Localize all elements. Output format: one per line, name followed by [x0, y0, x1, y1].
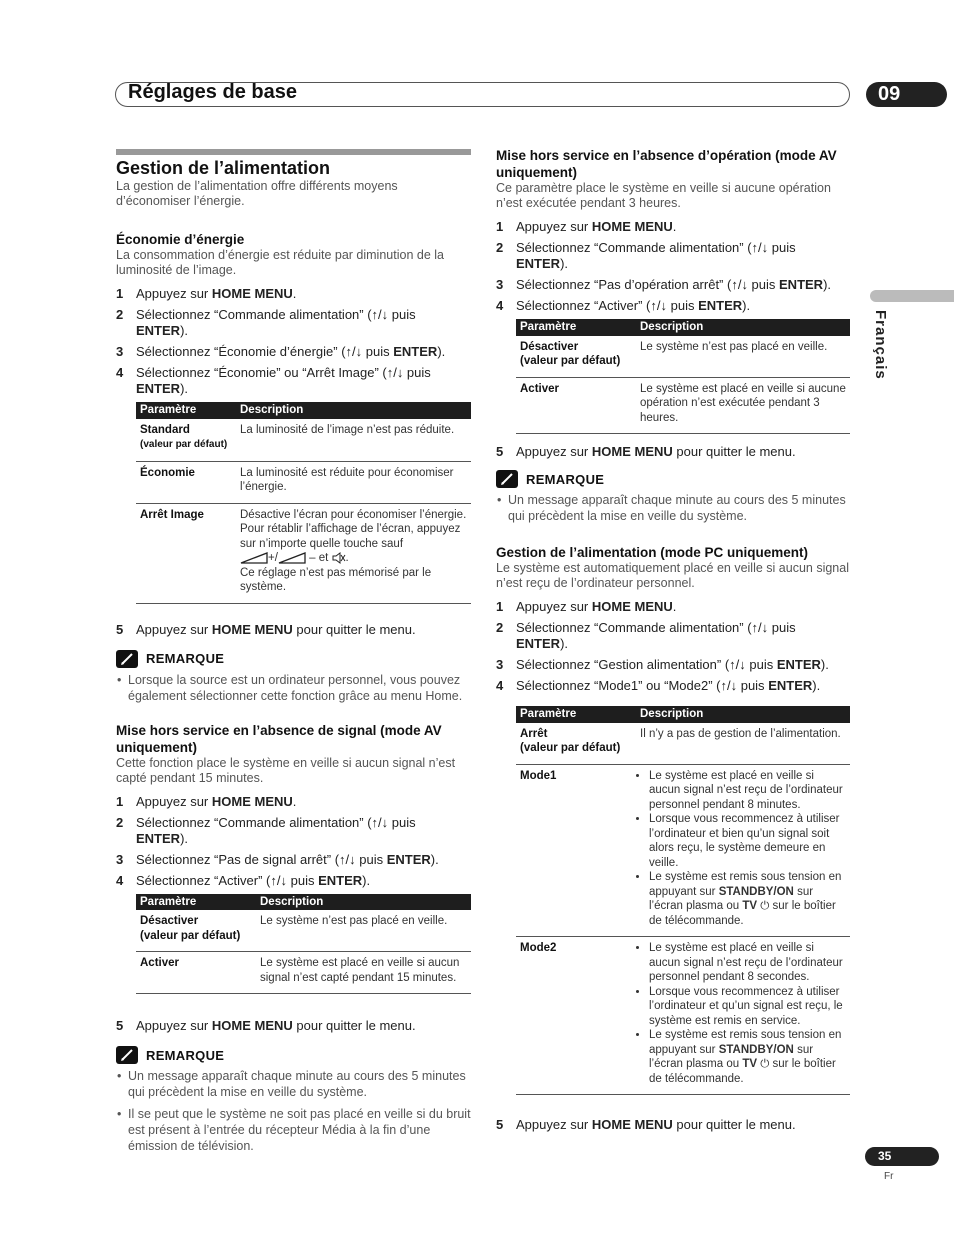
- section-intro: La gestion de l’alimentation offre différents moyens d’économiser l’énergie.: [116, 179, 398, 208]
- table-row: Mode2 • Le système est placé en veille si aucun signal n’est reçu de l’ordinateur personnel pendant 8 secondes. • Lorsque vous recommencez à utiliser l’ordinateur et qu’un signal est reçu, le système est remis en service. • Le système est remis sous tension en appuyant sur STANDBY/ON sur l’écran plasma ou TV ⏻ sur le boîtier de télécommande.: [516, 937, 850, 1095]
- op-step-3: 3 Sélectionnez “Pas d’opération arrêt” (↑/↓ puis ENTER).: [496, 277, 832, 292]
- op-step-5: 5 Appuyez sur HOME MENU pour quitter le menu.: [496, 444, 796, 459]
- power-icon: ⏻: [760, 1058, 770, 1070]
- signal-step-5: 5 Appuyez sur HOME MENU pour quitter le menu.: [116, 1018, 416, 1033]
- right-column: [496, 147, 850, 1138]
- page-lang: Fr: [884, 1171, 894, 1182]
- signal-lead: Cette fonction place le système en veille si aucun signal n’est capté pendant 15 minutes.: [116, 755, 456, 785]
- note-item: • Un message apparaît chaque minute au cours des 5 minutes qui précèdent la mise en veille du système.: [496, 492, 850, 524]
- left-column: [116, 149, 471, 1160]
- pc-title: Gestion de l’alimentation (mode PC uniquement): [496, 545, 809, 560]
- eco-title: Économie d’énergie: [116, 232, 245, 247]
- op-table: Paramètre Description Désactiver (valeur par défaut) Le système n’est pas placé en veille. Activer Le système est placé en veille si aucune opération n’est exécutée pendant 3 heures.: [516, 319, 850, 434]
- pc-step-5: 5 Appuyez sur HOME MENU pour quitter le menu.: [496, 1117, 796, 1132]
- pencil-icon: [496, 470, 518, 488]
- table-row: Activer Le système est placé en veille si aucun signal n’est capté pendant 15 minutes.: [136, 952, 471, 994]
- signal-step-4: 4 Sélectionnez “Activer” (↑/↓ puis ENTER).: [116, 872, 371, 888]
- page-title: Réglages de base: [128, 81, 297, 103]
- signal-step-3: 3 Sélectionnez “Pas de signal arrêt” (↑/↓ puis ENTER).: [116, 851, 439, 867]
- eco-table: Paramètre Description Standard (valeur par défaut) La luminosité de l’image n’est pas réduite. Économie La luminosité est réduite pour économiser l’énergie. Arrêt Image Désactive l’écran pour économiser l’énergie. Pour rétablir l’affichage de l’écran, appuyez sur n’importe quelle touche sauf +/ – et . Ce réglage n’est pas mémorisé par le système.: [136, 402, 471, 604]
- chapter-badge: 09: [866, 82, 947, 107]
- volume-icon: [240, 552, 268, 564]
- language-label: Français: [872, 310, 889, 380]
- table-row: Désactiver (valeur par défaut) Le système n’est pas placé en veille.: [516, 336, 850, 378]
- op-step-2: 2 Sélectionnez “Commande alimentation” (↑/↓ puis ENTER).: [496, 240, 796, 271]
- eco-step-1: 1 Appuyez sur HOME MENU.: [116, 286, 297, 301]
- section-bar: [116, 149, 471, 155]
- eco-step-3: 3 Sélectionnez “Économie d’énergie” (↑/↓ puis ENTER).: [116, 344, 446, 359]
- signal-title: Mise hors service en l’absence de signal (mode AV uniquement): [116, 722, 442, 755]
- section-title: Gestion de l’alimentation: [116, 158, 331, 178]
- table-row: Standard (valeur par défaut) La luminosité de l’image n’est pas réduite.: [136, 419, 471, 462]
- table-row: Arrêt (valeur par défaut) Il n’y a pas de gestion de l’alimentation.: [516, 723, 850, 765]
- table-row: Désactiver (valeur par défaut) Le système n’est pas placé en veille.: [136, 910, 471, 952]
- pc-step-2: 2 Sélectionnez “Commande alimentation” (↑/↓ puis ENTER).: [496, 620, 796, 651]
- op-step-4: 4 Sélectionnez “Activer” (↑/↓ puis ENTER).: [496, 298, 751, 313]
- eco-lead: La consommation d’énergie est réduite par diminution de la luminosité de l’image.: [116, 248, 444, 277]
- op-title: Mise hors service en l’absence d’opération (mode AV uniquement): [496, 148, 837, 180]
- volume-icon: [278, 552, 306, 564]
- op-lead: Ce paramètre place le système en veille si aucune opération n’est exécutée pendant 3 heures.: [496, 181, 831, 210]
- pencil-icon: [116, 1046, 138, 1064]
- table-row: Activer Le système est placé en veille si aucune opération n’est exécutée pendant 3 heures.: [516, 377, 850, 434]
- pc-step-4: 4 Sélectionnez “Mode1” ou “Mode2” (↑/↓ puis ENTER).: [496, 678, 821, 693]
- note-item: • Lorsque la source est un ordinateur personnel, vous pouvez également sélectionner cette fonction grâce au menu Home.: [116, 672, 471, 704]
- signal-step-2: 2 Sélectionnez “Commande alimentation” (↑/↓ puis ENTER).: [116, 814, 416, 846]
- note-item: • Il se peut que le système ne soit pas placé en veille si du bruit est présent à l’entrée du récepteur Média à la fin d’une émission de télévision.: [116, 1106, 471, 1154]
- signal-table: Paramètre Description Désactiver (valeur par défaut) Le système n’est pas placé en veille. Activer Le système est placé en veille si aucun signal n’est capté pendant 15 minutes.: [136, 894, 471, 995]
- eco-step-4: 4 Sélectionnez “Économie” ou “Arrêt Image” (↑/↓ puis ENTER).: [116, 365, 431, 396]
- pc-step-3: 3 Sélectionnez “Gestion alimentation” (↑/↓ puis ENTER).: [496, 657, 829, 672]
- note-header: REMARQUE: [116, 650, 471, 668]
- note-item: • Un message apparaît chaque minute au cours des 5 minutes qui précèdent la mise en veille du système.: [116, 1068, 471, 1100]
- note-header: REMARQUE: [496, 470, 850, 488]
- mute-icon: [332, 552, 346, 564]
- table-row: Économie La luminosité est réduite pour économiser l’énergie.: [136, 461, 471, 503]
- power-icon: ⏻: [760, 900, 770, 912]
- pc-lead: Le système est automatiquement placé en veille si aucun signal n’est reçu de l’ordinateur personnel.: [496, 561, 849, 590]
- signal-step-1: 1 Appuyez sur HOME MENU.: [116, 793, 297, 809]
- page-number: 35: [865, 1147, 939, 1166]
- pc-table: Paramètre Description Arrêt (valeur par défaut) Il n’y a pas de gestion de l’alimentation. Mode1 • Le système est placé en veille si aucun signal n’est reçu de l’ordinateur personnel pendant 8 minutes. • Lorsque vous recommencez à utiliser l’ordinateur et bien qu’un signal soit alors reçu, le système demeure en veille. • Le système est remis sous tension en appuyant sur STANDBY/ON sur l’écran plasma ou TV ⏻ sur le boîtier de télécommande. Mode2 • Le système est placé en veille si aucun signal n’est reçu de l’ordinateur personnel pendant 8 secondes. • Lorsque vous recommencez à utiliser l’ordinateur et qu’un signal est reçu, le système est remis en service. • Le système est remis sous tension en appuyant sur STANDBY/ON sur l’écran plasma ou TV ⏻ sur le boîtier de télécommande.: [516, 706, 850, 1095]
- pencil-icon: [116, 650, 138, 668]
- eco-step-5: 5 Appuyez sur HOME MENU pour quitter le menu.: [116, 621, 416, 637]
- language-tab: [870, 290, 954, 302]
- eco-step-2: 2 Sélectionnez “Commande alimentation” (↑/↓ puis ENTER).: [116, 307, 416, 338]
- note-header: REMARQUE: [116, 1046, 471, 1064]
- table-row: Mode1 • Le système est placé en veille si aucun signal n’est reçu de l’ordinateur personnel pendant 8 minutes. • Lorsque vous recommencez à utiliser l’ordinateur et bien qu’un signal soit alors reçu, le système demeure en veille. • Le système est remis sous tension en appuyant sur STANDBY/ON sur l’écran plasma ou TV ⏻ sur le boîtier de télécommande.: [516, 764, 850, 937]
- table-row: Arrêt Image Désactive l’écran pour économiser l’énergie. Pour rétablir l’affichage de l’écran, appuyez sur n’importe quelle touche sauf +/ – et . Ce réglage n’est pas mémorisé par le système.: [136, 503, 471, 603]
- op-step-1: 1 Appuyez sur HOME MENU.: [496, 219, 677, 234]
- pc-step-1: 1 Appuyez sur HOME MENU.: [496, 599, 677, 614]
